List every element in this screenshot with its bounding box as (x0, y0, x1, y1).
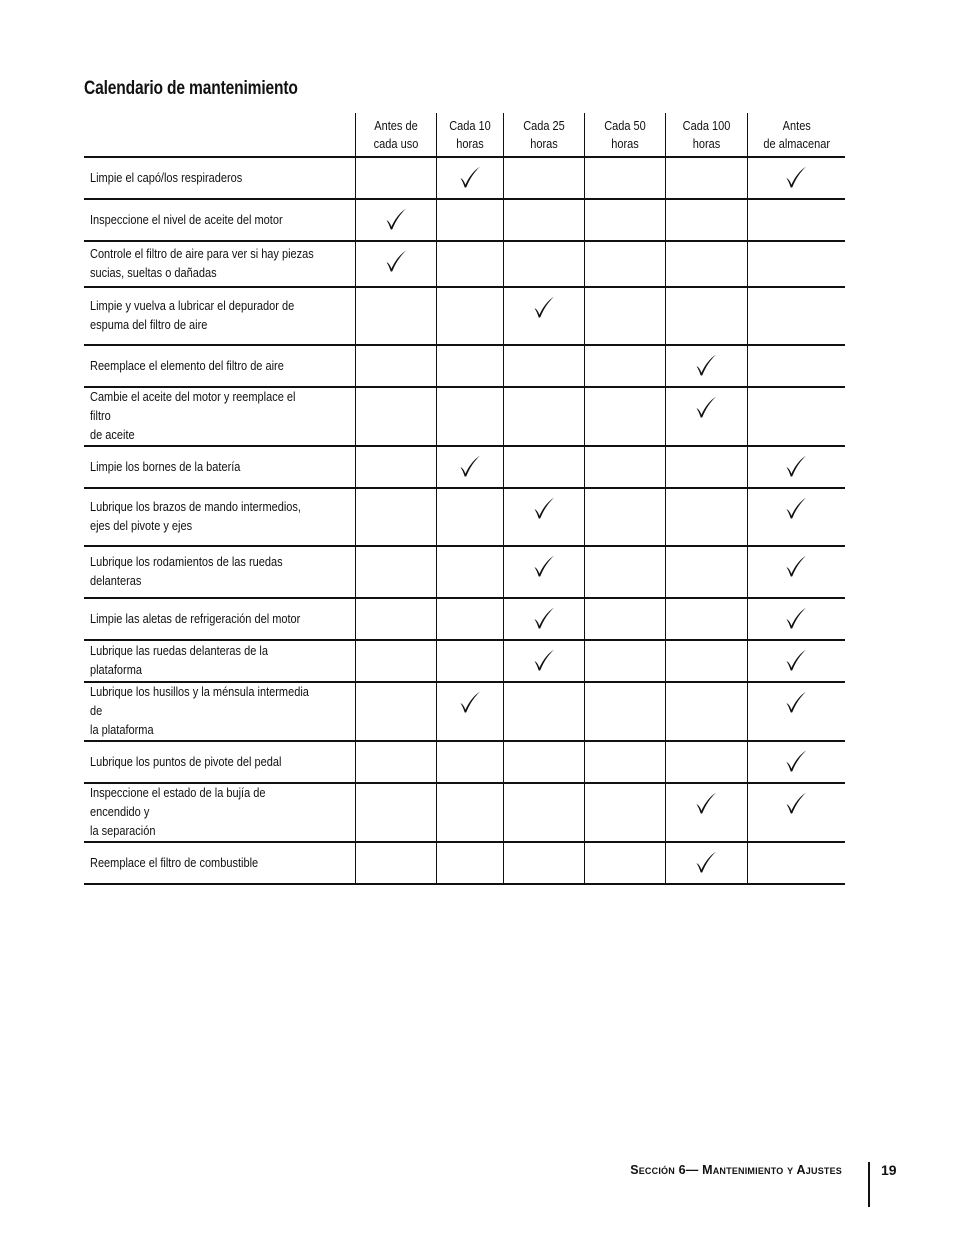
schedule-cell (503, 241, 584, 287)
schedule-cell (747, 842, 845, 884)
column-header (503, 113, 584, 157)
checkmark-icon (458, 454, 482, 478)
schedule-cell (503, 546, 584, 598)
schedule-cell (665, 199, 747, 241)
task-label (84, 741, 355, 783)
schedule-cell (355, 546, 436, 598)
task-label (84, 387, 355, 446)
table-row (84, 546, 845, 598)
task-label-line-1: Inspeccione el nivel de aceite del motor (90, 212, 283, 227)
footer-divider (868, 1162, 870, 1207)
schedule-cell (665, 387, 747, 446)
schedule-cell (436, 546, 503, 598)
task-label (84, 783, 355, 842)
schedule-cell (584, 199, 665, 241)
table-row (84, 682, 845, 741)
column-header-line-1: Antes (782, 118, 811, 133)
schedule-cell (584, 842, 665, 884)
column-header-line-2: de almacenar (762, 136, 830, 151)
column-header (355, 113, 436, 157)
schedule-cell (436, 640, 503, 682)
schedule-cell (503, 842, 584, 884)
task-label (84, 598, 355, 640)
schedule-cell (355, 241, 436, 287)
schedule-cell (503, 387, 584, 446)
schedule-cell (503, 157, 584, 199)
schedule-cell (665, 682, 747, 741)
column-header-line-1: Cada 50 (603, 118, 646, 133)
task-label-line-2: la separación (90, 824, 156, 838)
table-row (84, 157, 845, 199)
schedule-cell (584, 241, 665, 287)
checkmark-icon (784, 749, 808, 773)
schedule-cell (747, 287, 845, 345)
checkmark-icon (532, 496, 556, 520)
column-header-line-2: horas (692, 136, 720, 151)
checkmark-icon (532, 648, 556, 672)
checkmark-icon (784, 454, 808, 478)
column-header (584, 113, 665, 157)
schedule-cell (436, 682, 503, 741)
schedule-cell (665, 287, 747, 345)
checkmark-icon (784, 554, 808, 578)
schedule-cell (355, 488, 436, 546)
checkmark-icon (784, 606, 808, 630)
schedule-cell (503, 682, 584, 741)
task-label-line-1: Limpie y vuelva a lubricar el depurador de (90, 299, 295, 313)
checkmark-icon (784, 791, 808, 815)
schedule-cell (584, 741, 665, 783)
schedule-cell (665, 741, 747, 783)
table-row (84, 640, 845, 682)
task-label-line-1: Lubrique los husillos y la ménsula intermedia de (90, 685, 309, 718)
schedule-cell (436, 345, 503, 387)
table-row (84, 287, 845, 345)
schedule-cell (584, 345, 665, 387)
schedule-cell (436, 157, 503, 199)
schedule-cell (584, 446, 665, 488)
schedule-cell (503, 199, 584, 241)
page-number: 19 (881, 1162, 897, 1178)
schedule-cell (747, 783, 845, 842)
table-row (84, 446, 845, 488)
checkmark-icon (784, 648, 808, 672)
schedule-cell (747, 157, 845, 199)
table-body (84, 157, 845, 884)
schedule-cell (355, 287, 436, 345)
schedule-cell (503, 488, 584, 546)
schedule-cell (747, 598, 845, 640)
table-row (84, 387, 845, 446)
schedule-cell (355, 345, 436, 387)
column-header-line-2: cada uso (373, 136, 418, 151)
schedule-cell (503, 741, 584, 783)
checkmark-icon (784, 165, 808, 189)
checkmark-icon (784, 496, 808, 520)
column-header-line-1: Antes de (373, 118, 418, 133)
schedule-cell (503, 446, 584, 488)
schedule-cell (436, 741, 503, 783)
table-row (84, 199, 845, 241)
schedule-cell (584, 546, 665, 598)
task-label (84, 546, 355, 598)
maintenance-schedule-table (84, 113, 845, 885)
schedule-cell (665, 345, 747, 387)
task-label-line-2: espuma del filtro de aire (90, 318, 208, 332)
table-row (84, 241, 845, 287)
schedule-cell (355, 682, 436, 741)
schedule-cell (503, 640, 584, 682)
task-label-line-2: sucias, sueltas o dañadas (90, 266, 217, 280)
schedule-cell (665, 241, 747, 287)
column-header-line-1: Cada 10 (448, 118, 491, 133)
schedule-cell (747, 199, 845, 241)
task-label-line-1: Lubrique los rodamientos de las ruedas (90, 555, 283, 569)
schedule-cell (665, 598, 747, 640)
schedule-cell (355, 783, 436, 842)
schedule-cell (355, 157, 436, 199)
task-label-line-2: delanteras (90, 574, 142, 588)
schedule-cell (584, 387, 665, 446)
schedule-cell (747, 387, 845, 446)
table-row (84, 741, 845, 783)
table-row (84, 842, 845, 884)
footer-section-label: Sección 6— Mantenimiento y Ajustes (630, 1163, 842, 1177)
task-label-line-1: Lubrique los brazos de mando intermedios, (90, 500, 301, 514)
task-label (84, 446, 355, 488)
checkmark-icon (532, 606, 556, 630)
schedule-cell (584, 287, 665, 345)
checkmark-icon (784, 690, 808, 714)
task-label-line-1: Reemplace el filtro de combustible (90, 855, 259, 870)
table-row (84, 783, 845, 842)
checkmark-icon (694, 791, 718, 815)
schedule-cell (355, 387, 436, 446)
schedule-cell (355, 199, 436, 241)
task-label-line-2: la plataforma (90, 723, 154, 737)
schedule-cell (436, 241, 503, 287)
header-corner (84, 113, 355, 157)
schedule-cell (747, 640, 845, 682)
task-label (84, 287, 355, 345)
schedule-cell (665, 488, 747, 546)
schedule-cell (503, 598, 584, 640)
schedule-cell (665, 640, 747, 682)
schedule-cell (355, 640, 436, 682)
task-label-line-1: Lubrique las ruedas delanteras de la plataforma (90, 644, 268, 677)
checkmark-icon (532, 554, 556, 578)
schedule-cell (747, 682, 845, 741)
task-label-line-1: Limpie el capó/los respiraderos (90, 170, 243, 185)
schedule-cell (584, 682, 665, 741)
schedule-cell (436, 387, 503, 446)
task-label (84, 640, 355, 682)
schedule-cell (503, 287, 584, 345)
schedule-cell (665, 157, 747, 199)
task-label (84, 241, 355, 287)
checkmark-icon (458, 690, 482, 714)
schedule-cell (355, 598, 436, 640)
schedule-cell (436, 199, 503, 241)
schedule-cell (503, 345, 584, 387)
table-row (84, 598, 845, 640)
header-row (84, 113, 845, 157)
schedule-cell (355, 741, 436, 783)
task-label-line-1: Reemplace el elemento del filtro de aire (90, 358, 284, 373)
table-row (84, 345, 845, 387)
page-title: Calendario de mantenimiento (84, 78, 298, 99)
schedule-cell (436, 842, 503, 884)
schedule-cell (747, 241, 845, 287)
schedule-cell (747, 446, 845, 488)
schedule-cell (436, 446, 503, 488)
schedule-cell (584, 488, 665, 546)
schedule-cell (747, 741, 845, 783)
table-row (84, 488, 845, 546)
schedule-cell (665, 783, 747, 842)
task-label (84, 682, 355, 741)
column-header (665, 113, 747, 157)
schedule-cell (436, 783, 503, 842)
column-header-line-2: horas (455, 136, 484, 151)
task-label (84, 488, 355, 546)
task-label-line-1: Limpie las aletas de refrigeración del motor (90, 611, 301, 626)
schedule-cell (355, 446, 436, 488)
checkmark-icon (694, 395, 718, 419)
task-label-line-1: Cambie el aceite del motor y reemplace el filtro (90, 390, 296, 423)
task-label-line-2: ejes del pivote y ejes (90, 519, 193, 533)
task-label (84, 157, 355, 199)
column-header-line-2: horas (529, 136, 558, 151)
schedule-cell (436, 287, 503, 345)
task-label-line-1: Limpie los bornes de la batería (90, 459, 241, 474)
task-label (84, 345, 355, 387)
task-label-line-1: Controle el filtro de aire para ver si hay piezas (90, 247, 314, 261)
schedule-cell (584, 783, 665, 842)
task-label (84, 842, 355, 884)
checkmark-icon (458, 165, 482, 189)
task-label-line-2: de aceite (90, 428, 135, 442)
column-header-line-2: horas (610, 136, 639, 151)
schedule-cell (436, 488, 503, 546)
task-label-line-1: Inspeccione el estado de la bujía de encendido y (90, 786, 266, 819)
checkmark-icon (384, 249, 408, 273)
schedule-cell (747, 345, 845, 387)
checkmark-icon (532, 295, 556, 319)
schedule-cell (584, 157, 665, 199)
task-label-line-1: Lubrique los puntos de pivote del pedal (90, 754, 282, 769)
schedule-cell (503, 783, 584, 842)
column-header (436, 113, 503, 157)
checkmark-icon (694, 353, 718, 377)
schedule-cell (665, 446, 747, 488)
column-header-line-1: Cada 25 (522, 118, 565, 133)
schedule-cell (584, 598, 665, 640)
column-header-line-1: Cada 100 (682, 118, 730, 133)
task-label (84, 199, 355, 241)
schedule-cell (355, 842, 436, 884)
schedule-cell (747, 546, 845, 598)
column-header (747, 113, 845, 157)
schedule-cell (665, 546, 747, 598)
schedule-cell (584, 640, 665, 682)
schedule-cell (747, 488, 845, 546)
checkmark-icon (694, 850, 718, 874)
schedule-cell (436, 598, 503, 640)
schedule-cell (665, 842, 747, 884)
checkmark-icon (384, 207, 408, 231)
